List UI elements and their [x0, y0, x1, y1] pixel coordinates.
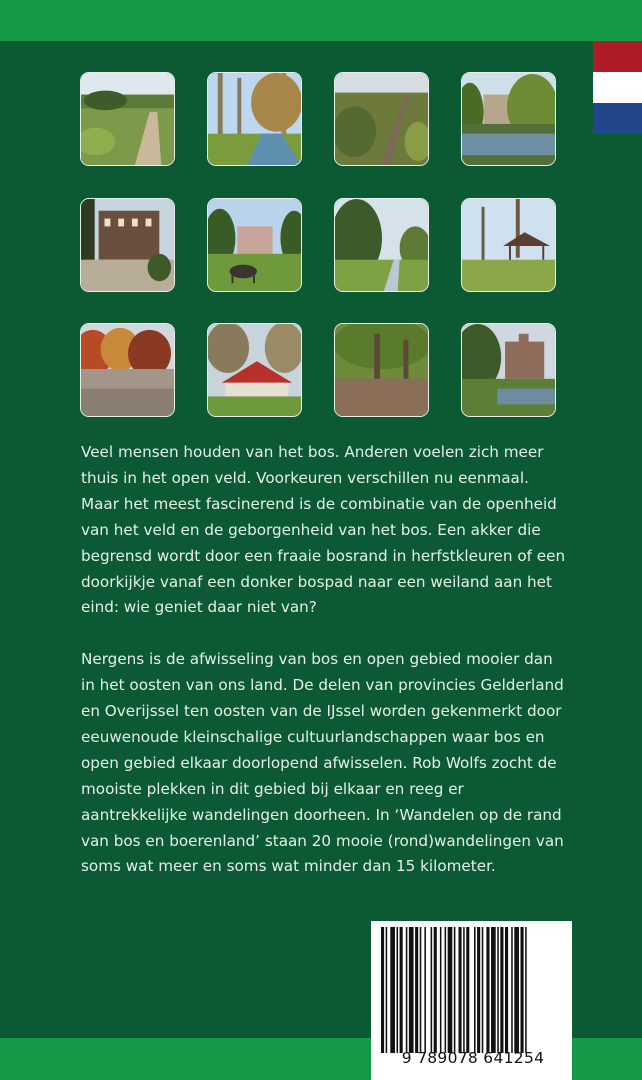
photo-manor-front	[80, 198, 175, 292]
flag-blue-stripe	[593, 103, 642, 134]
flag-white-stripe	[593, 72, 642, 103]
flag-red-stripe	[593, 41, 642, 72]
back-cover-blurb	[81, 440, 566, 906]
barcode-bars	[381, 927, 563, 1053]
blurb-paragraph-2: Nergens is de afwisseling van bos en open gebied mooier dan in het oosten van ons land. De delen van provincies Gelderland en Overijssel ten oosten van de IJssel worden gekenmerkt door eeuwenoude kleinschalige cultuurlandschappen waar bos en open gebied elkaar doorlopend afwisselen. Rob Wolfs zocht de mooiste plekken in dit gebied bij elkaar en reeg er aantrekkelijke wandelingen doorheen. In ‘Wandelen op de rand van bos en boerenland’ staan 20 mooie (rond)wandelingen van soms wat meer en soms wat minder dan 15 kilometer.	[81, 650, 564, 876]
netherlands-flag-icon	[593, 41, 642, 134]
photo-manor-pond	[461, 72, 556, 166]
photo-heath-path	[80, 72, 175, 166]
photo-autumn-forest	[80, 323, 175, 417]
isbn-barcode	[371, 921, 572, 1080]
barcode-digits: 9 789078 641254	[401, 1049, 545, 1067]
photo-castle-horse	[207, 198, 302, 292]
blurb-paragraph-1: Veel mensen houden van het bos. Anderen voelen zich meer thuis in het open veld. Voorkeuren verschillen nu eenmaal. Maar het meest fascinerend is de combinatie van de openheid van het veld en de geborgenheid van het bos. Een akker die begrensd wordt door een fraaie bosrand in herfstkleuren of een doorkijkje vanaf een donker bospad naar een weiland aan het eind: wie geniet daar niet van?	[81, 443, 566, 617]
top-green-band	[0, 0, 642, 41]
photo-forest-floor	[334, 323, 429, 417]
photo-castle-moat	[461, 323, 556, 417]
photo-farmhouse	[207, 323, 302, 417]
photo-rail-track	[334, 72, 429, 166]
photo-picnic-shelter	[461, 198, 556, 292]
photo-canal-trees	[207, 72, 302, 166]
photo-forest-stream	[334, 198, 429, 292]
